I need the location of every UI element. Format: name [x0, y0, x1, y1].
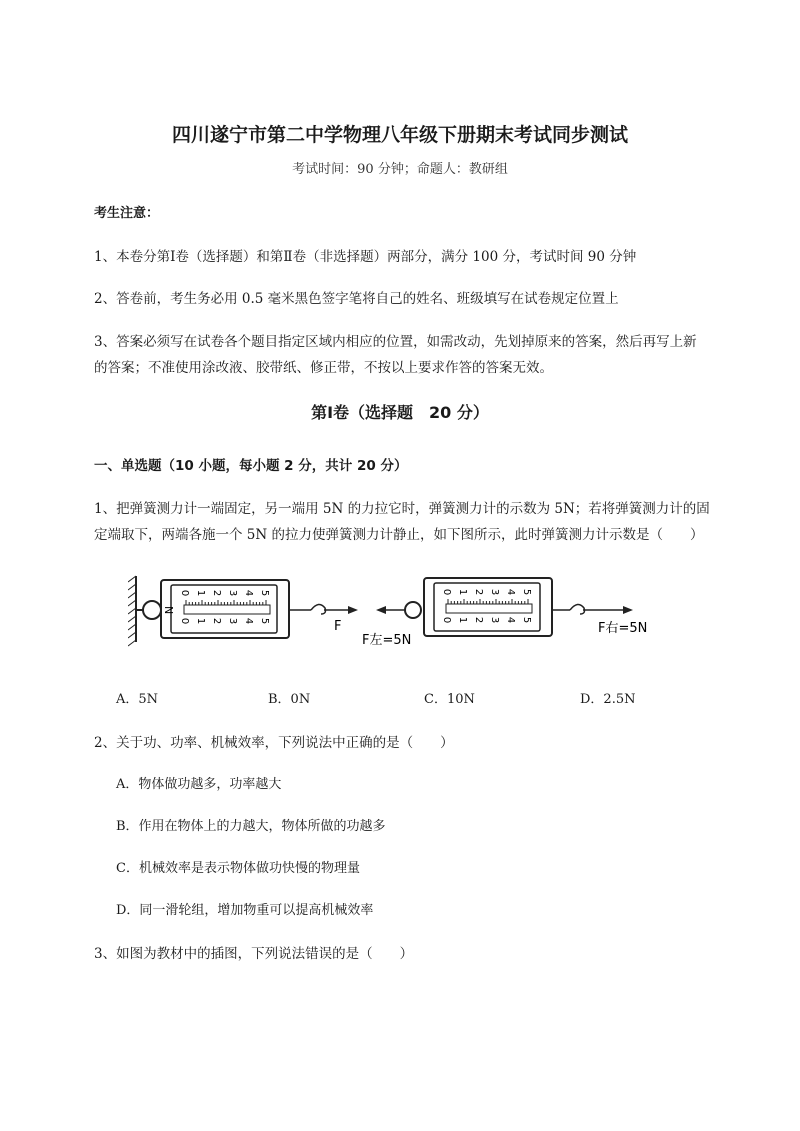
scale-number: 2: [473, 588, 484, 596]
scale-number: 5: [259, 589, 270, 597]
section-title: 第Ⅰ卷（选择题 20 分）: [311, 403, 489, 422]
option-c[interactable]: C．10N: [424, 692, 475, 707]
scale-number: 0: [179, 617, 190, 625]
notice-heading: 考生注意：: [94, 206, 160, 221]
left-spring-scale: [128, 576, 358, 646]
force-label-left: F左=5N: [362, 633, 412, 648]
scale-number: 0: [179, 589, 190, 597]
notice-item: 2、答卷前，考生务必用 0.5 毫米黑色签字笔将自己的姓名、班级填写在试卷规定位置上: [94, 291, 619, 307]
force-label-f: F: [334, 619, 342, 634]
notice-item: 3、答案必须写在试卷各个题目指定区域内相应的位置，如需改动，先划掉原来的答案，然后再写上新: [94, 334, 697, 350]
scale-number: 4: [505, 588, 516, 596]
question-2-stem: 2、关于功、功率、机械效率，下列说法中正确的是（ ）: [94, 735, 454, 751]
scale-number: 2: [473, 616, 484, 624]
option-a[interactable]: A．5N: [116, 692, 159, 707]
scale-number: 0: [441, 616, 452, 624]
scale-number: 3: [227, 617, 238, 625]
zero-mark-label: N: [162, 606, 175, 615]
question-1-stem: 1、把弹簧测力计一端固定，另一端用 5N 的力拉它时，弹簧测力计的示数为 5N；若将弹簧测力计的固: [94, 501, 710, 517]
scale-number: 4: [243, 617, 254, 625]
scale-number: 3: [489, 588, 500, 596]
scale-number: 4: [505, 616, 516, 624]
part-heading: 一、单选题（10 小题，每小题 2 分，共计 20 分）: [94, 458, 408, 474]
scale-number: 5: [259, 617, 270, 625]
option-d[interactable]: D．同一滑轮组，增加物重可以提高机械效率: [116, 903, 374, 918]
scale-number: 2: [211, 617, 222, 625]
option-a[interactable]: A．物体做功越多，功率越大: [116, 777, 282, 792]
option-b[interactable]: B．0N: [268, 692, 311, 707]
notice-item: 的答案；不准使用涂改液、胶带纸、修正带，不按以上要求作答的答案无效。: [94, 360, 553, 376]
force-label-right: F右=5N: [598, 621, 648, 636]
page-title: 四川遂宁市第二中学物理八年级下册期末考试同步测试: [171, 124, 628, 146]
question-3-stem: 3、如图为教材中的插图，下列说法错误的是（ ）: [94, 946, 414, 962]
scale-number: 0: [441, 588, 452, 596]
question-1-stem: 定端取下，两端各施一个 5N 的拉力使弹簧测力计静止，如下图所示，此时弹簧测力计示数是（ ）: [94, 527, 704, 543]
scale-number: 3: [489, 616, 500, 624]
exam-info: 考试时间：90 分钟；命题人：教研组: [292, 162, 508, 177]
right-spring-scale: [362, 578, 647, 648]
scale-number: 1: [195, 617, 206, 625]
notice-item: 1、本卷分第Ⅰ卷（选择题）和第Ⅱ卷（非选择题）两部分，满分 100 分，考试时间 90 分钟: [94, 249, 637, 265]
scale-number: 1: [457, 616, 468, 624]
option-c[interactable]: C．机械效率是表示物体做功快慢的物理量: [116, 861, 360, 876]
scale-number: 3: [227, 589, 238, 597]
option-d[interactable]: D．2.5N: [580, 692, 636, 707]
scale-number: 5: [521, 616, 532, 624]
scale-number: 1: [457, 588, 468, 596]
option-b[interactable]: B．作用在物体上的力越大，物体所做的功越多: [116, 819, 386, 834]
scale-number: 4: [243, 589, 254, 597]
scale-number: 1: [195, 589, 206, 597]
scale-number: 2: [211, 589, 222, 597]
scale-number: 5: [521, 588, 532, 596]
spring-scale-figure: [128, 574, 668, 652]
